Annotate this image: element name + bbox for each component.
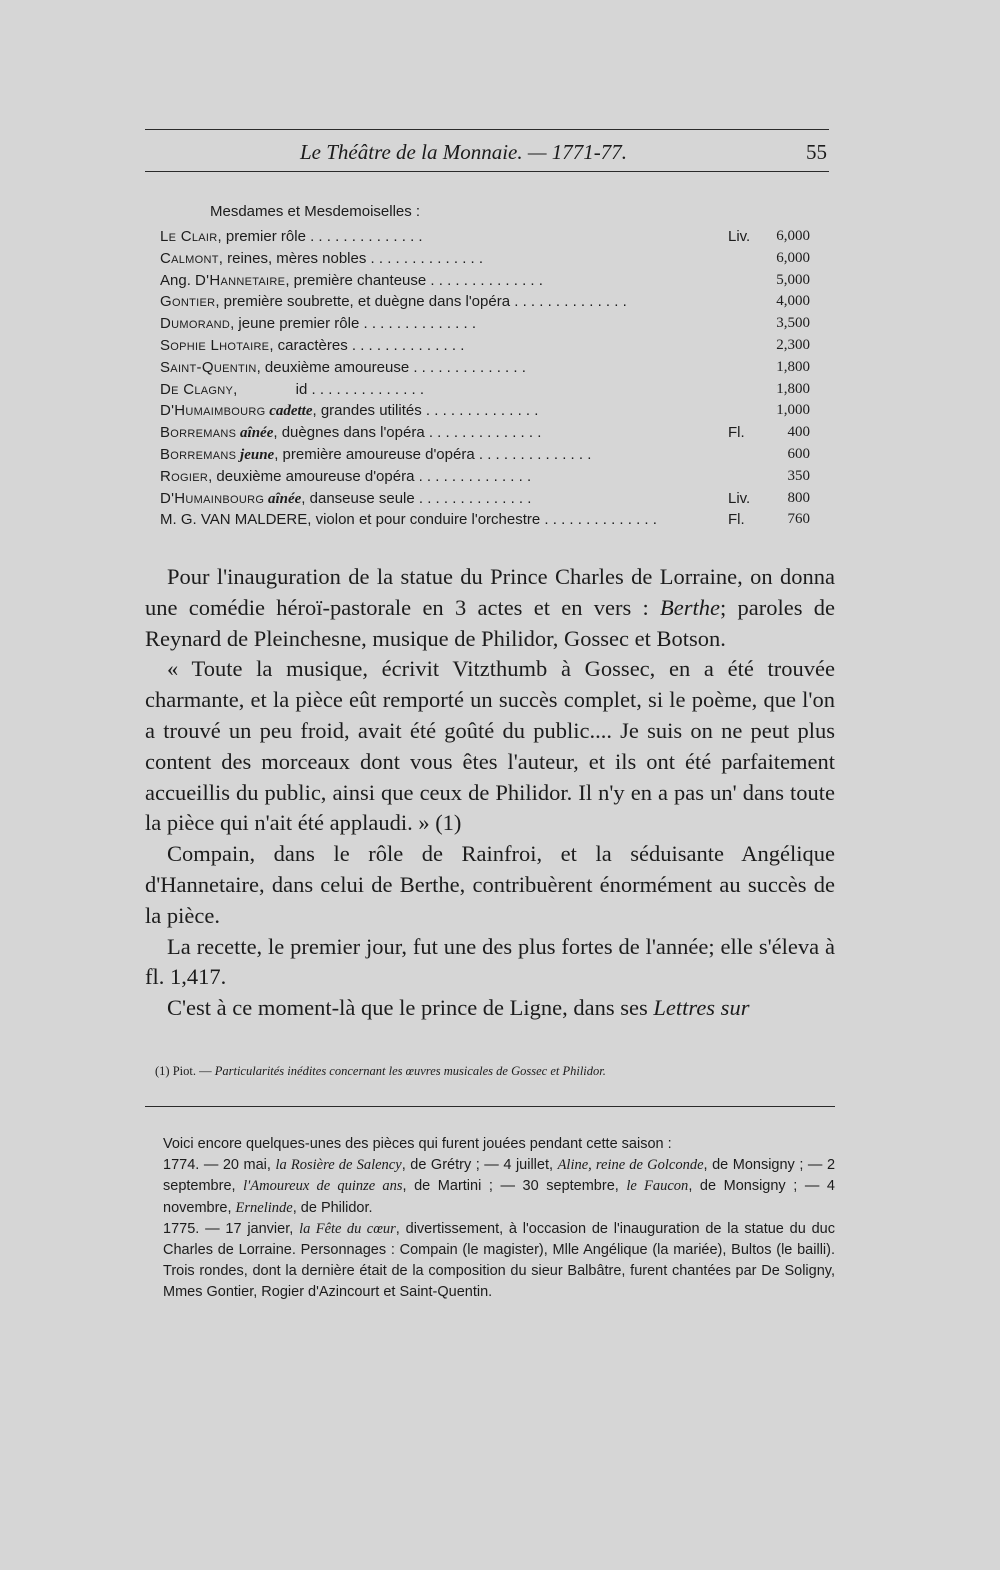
- cast-name: De Clagny, id . . . . . . . . . . . . . .: [160, 380, 425, 398]
- leader-dots: . . . . . . . . . . . . . .: [347, 336, 465, 354]
- cast-heading: Mesdames et Mesdemoiselles :: [210, 203, 421, 220]
- running-title: Le Théâtre de la Monnaie. — 1771-77.: [300, 140, 628, 164]
- cast-salary: 2,300: [776, 336, 810, 353]
- leader-dots: . . . . . . . . . . . . . .: [359, 315, 477, 333]
- cast-name: M. G. VAN MALDERE, violon et pour conduire l'orchestre . . . . . . . . . . . . . .: [160, 511, 657, 529]
- footnote: (1) Piot. — Particularités inédites concernant les œuvres musicales de Gossec et Philidor.: [155, 1064, 606, 1078]
- body-text: [145, 562, 835, 1024]
- cast-name: Sophie Lhotaire, caractères . . . . . . . . . . . . . .: [160, 336, 465, 354]
- cast-name: Rogier, deuxième amoureuse d'opéra . . . . . . . . . . . . . .: [160, 467, 532, 485]
- cast-salary: 6,000: [776, 228, 810, 244]
- cast-name: Calmont, reines, mères nobles . . . . . . . . . . . . . .: [160, 249, 484, 267]
- paragraph: Pour l'inauguration de la statue du Prince Charles de Lorraine, on donna une comédie héroï-pastorale en 3 actes et en vers : Berthe; paroles de Reynard de Pleinchesne, musique de Philidor, Gossec et Botson.: [145, 564, 835, 651]
- leader-dots: . . . . . . . . . . . . . .: [414, 489, 532, 507]
- cast-salary: 1,800: [776, 358, 810, 375]
- leader-dots: . . . . . . . . . . . . . .: [426, 271, 543, 289]
- cast-row: [160, 293, 820, 315]
- leader-dots: . . . . . . . . . . . . . .: [409, 358, 526, 376]
- cast-row: [160, 402, 820, 424]
- cast-salary: 4,000: [776, 293, 810, 310]
- appendix-intro: Voici encore quelques-unes des pièces qui furent jouées pendant cette saison :: [163, 1136, 672, 1152]
- cast-name: Dumorand, jeune premier rôle . . . . . . . . . . . . . .: [160, 315, 477, 333]
- cast-row: [160, 250, 820, 272]
- leader-dots: . . . . . . . . . . . . . .: [510, 293, 627, 311]
- cast-salary: 400: [787, 424, 810, 441]
- appendix-1774: 1774. — 20 mai, la Rosière de Salency, de Grétry ; — 4 juillet, Aline, reine de Golconde, de Monsigny ; — 2 septembre, l'Amoureux de quinze ans, de Martini ; — 30 septembre, le Faucon, de Monsigny ; — 4 novembre, Ernelinde, de Philidor.: [163, 1157, 836, 1216]
- cast-salary: 760: [787, 511, 810, 528]
- leader-dots: . . . . . . . . . . . . . .: [305, 228, 423, 245]
- cast-name: Borremans aînée, duègnes dans l'opéra . . . . . . . . . . . . . .: [160, 424, 542, 442]
- appendix-note: [163, 1134, 835, 1304]
- cast-name: Le Clair, premier rôle . . . . . . . . . . . . . .: [160, 228, 423, 245]
- paragraph: C'est à ce moment-là que le prince de Ligne, dans ses Lettres sur: [167, 995, 750, 1021]
- cast-name: D'Humaimbourg cadette, grandes utilités . . . . . . . . . . . . . .: [160, 402, 539, 420]
- cast-currency: Fl.: [728, 511, 745, 529]
- leader-dots: . . . . . . . . . . . . . .: [414, 467, 532, 485]
- cast-row: [160, 424, 820, 446]
- leader-dots: . . . . . . . . . . . . . .: [366, 249, 484, 267]
- cast-row: [160, 381, 820, 403]
- footnote-rule: [145, 1106, 835, 1107]
- cast-name: D'Humainbourg aînée, danseuse seule . . . . . . . . . . . . . .: [160, 489, 532, 507]
- cast-salary: 800: [787, 489, 810, 506]
- cast-row: [160, 315, 820, 337]
- cast-row: [160, 468, 820, 490]
- cast-list: [160, 228, 820, 533]
- cast-salary: 350: [787, 467, 810, 484]
- cast-currency: Liv.: [728, 228, 751, 245]
- appendix-1775: 1775. — 17 janvier, la Fête du cœur, divertissement, à l'occasion de l'inauguration de la statue du duc Charles de Lorraine. Personnages : Compain (le magister), Mlle Angélique (la mariée), Bultos (le bailli). Trois rondes, dont la dernière était de la composition du sieur Balbâtre, furent chantées par De Soligny, Mmes Gontier, Rogier d'Azincourt et Saint-Quentin.: [163, 1220, 835, 1301]
- header-bottom-rule: [145, 171, 829, 172]
- cast-currency: Fl.: [728, 424, 745, 442]
- header-top-rule: [145, 129, 829, 130]
- leader-dots: . . . . . . . . . . . . . .: [424, 424, 542, 442]
- cast-salary: 3,500: [776, 315, 810, 332]
- cast-salary: 6,000: [776, 249, 810, 266]
- leader-dots: . . . . . . . . . . . . . .: [307, 380, 425, 398]
- cast-currency: Liv.: [728, 489, 751, 507]
- cast-salary: 5,000: [776, 271, 810, 288]
- cast-row: [160, 337, 820, 359]
- cast-row: [160, 511, 820, 533]
- cast-row: [160, 272, 820, 294]
- leader-dots: . . . . . . . . . . . . . .: [474, 445, 592, 463]
- cast-row: [160, 446, 820, 468]
- paragraph: « Toute la musique, écrivit Vitzthumb à Gossec, en a été trouvée charmante, et la pièce eût remporté un succès complet, si le poème, que l'on a trouvé un peu froid, avait été goûté du public.... Je suis on ne peut plus content des morceaux dont vous êtes l'auteur, et ils ont été parfaitement accueillis du public, ainsi que ceux de Philidor. Il n'y en a pas un' dans toute la pièce qui n'ait été applaudi. » (1): [145, 656, 835, 836]
- cast-name: Saint-Quentin, deuxième amoureuse . . . . . . . . . . . . . .: [160, 358, 526, 376]
- cast-row: [160, 490, 820, 512]
- leader-dots: . . . . . . . . . . . . . .: [421, 402, 539, 420]
- paragraph: La recette, le premier jour, fut une des plus fortes de l'année; elle s'éleva à fl. 1,417.: [145, 933, 835, 990]
- cast-row: [160, 359, 820, 381]
- page-number: 55: [806, 140, 827, 164]
- cast-salary: 600: [787, 445, 810, 462]
- paragraph: Compain, dans le rôle de Rainfroi, et la séduisante Angélique d'Hannetaire, dans celui de Berthe, contribuèrent énormément au succès de la pièce.: [145, 841, 835, 928]
- cast-salary: 1,000: [776, 402, 810, 419]
- leader-dots: . . . . . . . . . . . . . .: [540, 511, 657, 529]
- cast-row: [160, 228, 820, 250]
- cast-name: Ang. D'Hannetaire, première chanteuse . . . . . . . . . . . . . .: [160, 271, 543, 289]
- cast-name: Gontier, première soubrette, et duègne dans l'opéra . . . . . . . . . . . . . .: [160, 293, 627, 311]
- cast-salary: 1,800: [776, 380, 810, 397]
- cast-name: Borremans jeune, première amoureuse d'opéra . . . . . . . . . . . . . .: [160, 445, 592, 463]
- running-header: [145, 140, 835, 170]
